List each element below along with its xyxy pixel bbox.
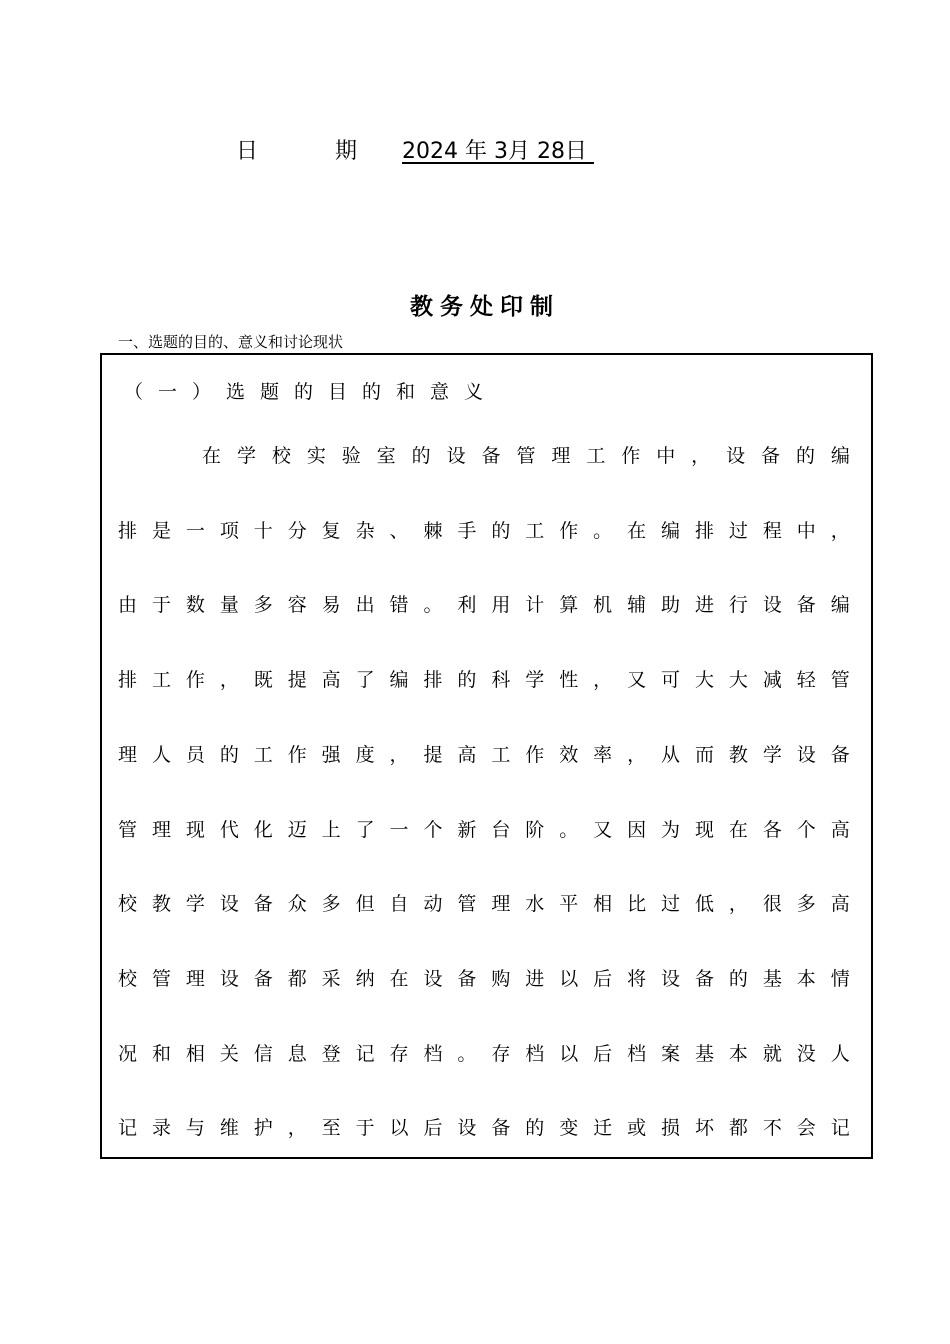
date-label-period: 期	[335, 139, 358, 164]
body-line: 管 理 现 代 化 迈 上 了 一 个 新 台 阶 。 又 因 为 现 在 各 个 高	[118, 818, 850, 841]
body-line: 在 学 校 实 验 室 的 设 备 管 理 工 作 中 ， 设 备 的 编	[202, 445, 850, 467]
body-line: 况 和 相 关 信 息 登 记 存 档 。 存 档 以 后 档 案 基 本 就 没 人	[118, 1042, 850, 1065]
date-label-day: 日	[236, 139, 259, 164]
body-line: 校 教 学 设 备 众 多 但 自 动 管 理 水 平 相 比 过 低 ， 很 多 高	[118, 893, 850, 916]
body-line: 理 人 员 的 工 作 强 度 ， 提 高 工 作 效 率 ， 从 而 教 学 设 备	[118, 743, 850, 766]
print-label: 教务处印制	[410, 294, 560, 320]
date-value: 2024 年 3月 28日	[402, 139, 594, 164]
body-line: 由 于 数 量 多 容 易 出 错 。 利 用 计 算 机 辅 助 进 行 设 备 编	[118, 594, 850, 617]
body-line: 排 工 作 ， 既 提 高 了 编 排 的 科 学 性 ， 又 可 大 大 减 轻 管	[118, 669, 850, 692]
body-line: 校 管 理 设 备 都 采 纳 在 设 备 购 进 以 后 将 设 备 的 基 本 情	[118, 967, 850, 990]
content-box	[100, 353, 873, 1159]
section-heading: 一、选题的目的、意义和讨论现状	[118, 333, 344, 351]
subheading: （一）选题的目的和意义	[124, 381, 499, 403]
body-line: 排 是 一 项 十 分 复 杂 、 棘 手 的 工 作 。 在 编 排 过 程 中 ，	[118, 519, 850, 542]
date-line	[0, 134, 950, 168]
body-line: 记 录 与 维 护 ， 至 于 以 后 设 备 的 变 迁 或 损 坏 都 不 会 记	[118, 1117, 850, 1140]
